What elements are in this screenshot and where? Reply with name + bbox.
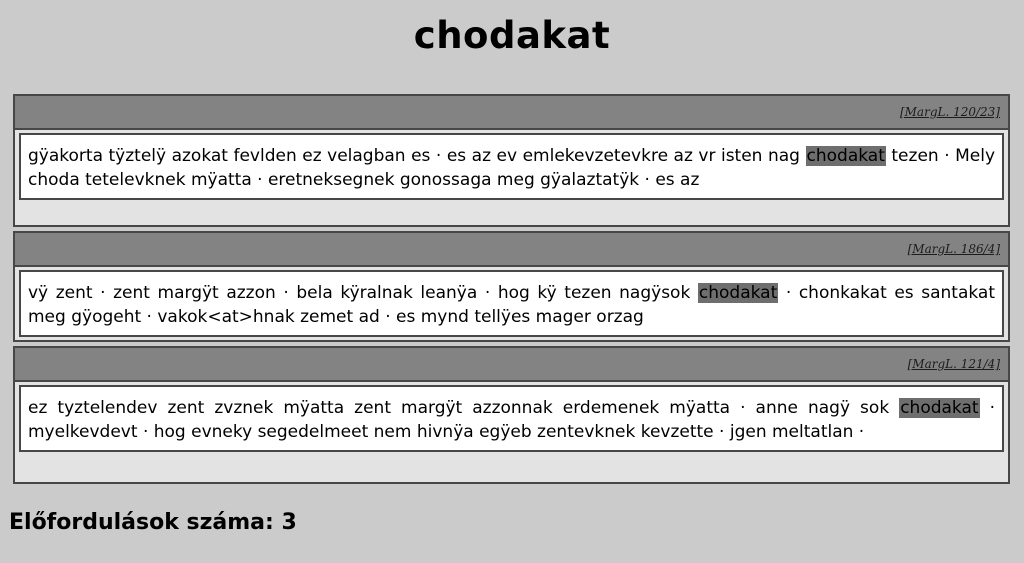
text-after-match: · chonkakat es santakat meg gÿogeht · vakok<at>hnak zemet ad · es mynd tellÿes mager orzag (28, 283, 995, 327)
result-entry (13, 231, 1010, 342)
highlighted-match: chodakat (900, 398, 979, 418)
entry-text (19, 385, 1004, 452)
text-before-match: ez tyztelendev zent zvznek mÿatta zent margÿt azzonnak erdemenek mÿatta · anne nagÿ sok (28, 398, 890, 418)
source-reference-link[interactable]: [MargL. 186/4] (907, 242, 1000, 256)
entry-text (19, 270, 1004, 337)
highlighted-match: chodakat (698, 283, 778, 303)
page-title: chodakat (413, 14, 611, 57)
result-entry (13, 346, 1010, 484)
entry-header (15, 96, 1008, 130)
text-before-match: gÿakorta tÿztelÿ azokat fevlden ez velagban es · es az ev emlekevzetevkre az vr isten nag (28, 146, 800, 166)
result-entry (13, 94, 1010, 227)
entry-header (15, 348, 1008, 382)
source-reference-link[interactable]: [MargL. 120/23] (899, 105, 1000, 119)
text-after-match: · myelkevdevt · hog evneky segedelmeet nem hivnÿa egÿeb zentevknek kevzette · jgen meltatlan · (28, 398, 995, 442)
text-before-match: vÿ zent · zent margÿt azzon · bela kÿralnak leanÿa · hog kÿ tezen nagÿsok (28, 283, 691, 303)
occurrence-count: Előfordulások száma: 3 (9, 510, 297, 535)
entry-header (15, 233, 1008, 267)
source-reference-link[interactable]: [MargL. 121/4] (907, 357, 1000, 371)
text-after-match: tezen · Mely choda tetelevknek mÿatta · eretneksegnek gonossaga meg gÿalaztatÿk · es az (28, 146, 996, 190)
entry-text (19, 133, 1004, 200)
highlighted-match: chodakat (806, 146, 885, 166)
